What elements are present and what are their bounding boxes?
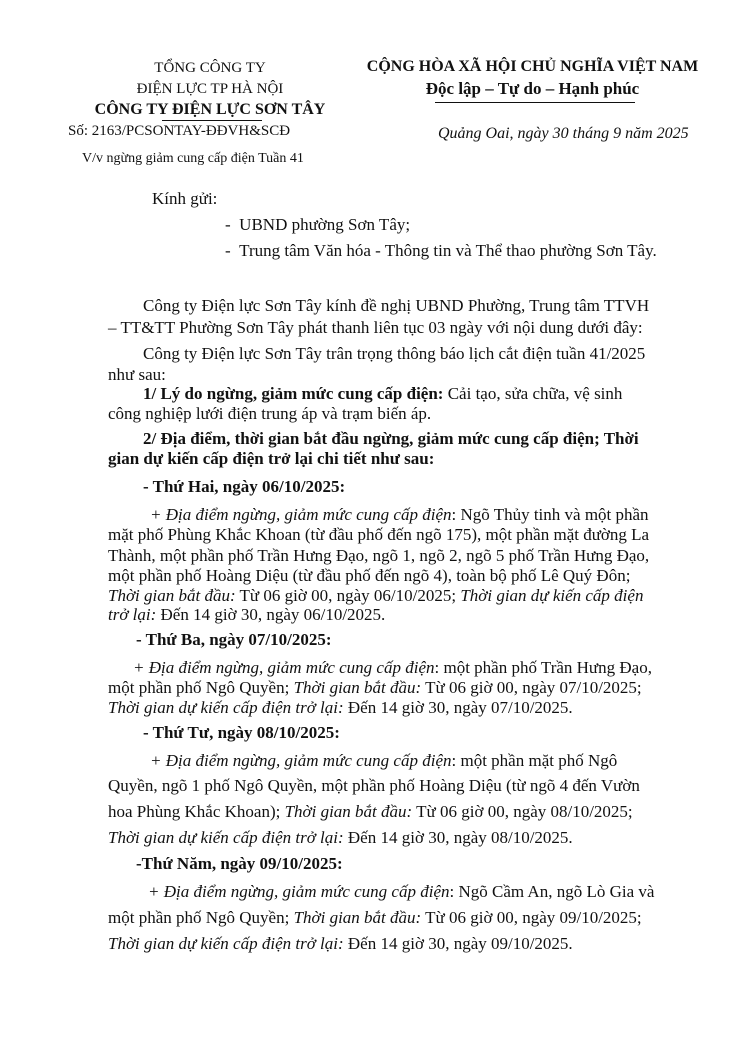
wednesday-loc-label: + Địa điểm ngừng, giảm mức cung cấp điện (150, 751, 452, 770)
thursday-start-label: Thời gian bắt đầu: (293, 908, 422, 927)
wednesday-end-value: Đến 14 giờ 30, ngày 08/10/2025. (343, 828, 573, 847)
thursday-loc-2: một phần phố Ngô Quyền; (108, 908, 294, 927)
intro-p2-line2: như sau: (108, 365, 166, 384)
tuesday-start-label: Thời gian bắt đầu: (293, 678, 422, 697)
wednesday-loc-3: hoa Phùng Khắc Khoan); (108, 802, 285, 821)
monday-line1 (150, 505, 649, 525)
monday-end-value: Đến 14 giờ 30, ngày 06/10/2025. (156, 605, 386, 624)
intro-p1-line2: – TT&TT Phường Sơn Tây phát thanh liên tục 03 ngày với nội dung dưới đây: (108, 318, 643, 337)
reason-text-1: Cải tạo, sửa chữa, vệ sinh (443, 384, 623, 403)
wednesday-line3 (108, 802, 633, 822)
intro-p1-line1: Công ty Điện lực Sơn Tây kính đề nghị UBND Phường, Trung tâm TTVH (143, 296, 650, 315)
intro-p2-line1: Công ty Điện lực Sơn Tây trân trọng thông báo lịch cắt điện tuần 41/2025 (143, 344, 646, 363)
monday-line3: Thành, một phần phố Trần Hưng Đạo, ngõ 1, ngõ 2, ngõ 5 phố Trần Hưng Đạo, (108, 546, 650, 565)
wednesday-line4 (108, 828, 573, 848)
reason-line1 (143, 384, 622, 404)
tuesday-line3 (108, 698, 573, 718)
wednesday-start-label: Thời gian bắt đầu: (284, 802, 413, 821)
tuesday-loc-label: + Địa điểm ngừng, giảm mức cung cấp điện (133, 658, 435, 677)
thursday-end-label: Thời gian dự kiến cấp điện trở lại: (108, 934, 344, 953)
wednesday-loc-1: : một phần mặt phố Ngô (451, 751, 618, 770)
org-company: CÔNG TY ĐIỆN LỰC SƠN TÂY (94, 101, 326, 118)
monday-title: - Thứ Hai, ngày 06/10/2025: (143, 477, 346, 496)
monday-loc-label: + Địa điểm ngừng, giảm mức cung cấp điện (150, 505, 452, 524)
tuesday-loc-1: : một phần phố Trần Hưng Đạo, (434, 658, 652, 677)
section2-heading-1: 2/ Địa điểm, thời gian bắt đầu ngừng, giảm mức cung cấp điện; Thời (143, 429, 639, 448)
tuesday-line1 (133, 658, 652, 678)
monday-start-value: Từ 06 giờ 00, ngày 06/10/2025; (235, 586, 461, 605)
thursday-title: Thứ Năm, ngày 09/10/2025: (141, 854, 343, 873)
doc-number: Số: 2163/PCSONTAY-ĐĐVH&SCĐ (68, 123, 291, 139)
nation-title: CỘNG HÒA XÃ HỘI CHỦ NGHĨA VIỆT NAM (366, 58, 699, 75)
reason-line2: công nghiệp lưới điện trung áp và trạm biến áp. (108, 404, 432, 423)
wednesday-start-value: Từ 06 giờ 00, ngày 08/10/2025; (412, 802, 633, 821)
tuesday-line2 (108, 678, 642, 698)
reason-heading: 1/ Lý do ngừng, giảm mức cung cấp điện: (143, 384, 444, 403)
recipient-1-text: UBND phường Sơn Tây; (239, 215, 411, 234)
doc-subject: V/v ngừng giảm cung cấp điện Tuần 41 (82, 151, 304, 166)
org-parent: TỔNG CÔNG TY (154, 60, 266, 76)
thursday-start-value: Từ 06 giờ 00, ngày 09/10/2025; (421, 908, 642, 927)
place-date: Quảng Oai, ngày 30 tháng 9 năm 2025 (438, 125, 689, 142)
wednesday-line1 (150, 751, 617, 771)
thursday-line1 (148, 882, 654, 902)
wednesday-end-label: Thời gian dự kiến cấp điện trở lại: (108, 828, 344, 847)
tuesday-title: - Thứ Ba, ngày 07/10/2025: (136, 630, 332, 649)
tuesday-loc-2: một phần phố Ngô Quyền; (108, 678, 294, 697)
monday-end-label-b: trở lại: (108, 605, 157, 624)
thursday-title-line (136, 854, 343, 874)
monday-line5 (108, 586, 643, 606)
recipient-1: - UBND phường Sơn Tây; (225, 215, 411, 234)
thursday-loc-1: : Ngõ Cầm An, ngõ Lò Gia và (449, 882, 655, 901)
tuesday-start-value: Từ 06 giờ 00, ngày 07/10/2025; (421, 678, 642, 697)
recipient-2-text: Trung tâm Văn hóa - Thông tin và Thể thao phường Sơn Tây. (239, 241, 657, 260)
wednesday-title: - Thứ Tư, ngày 08/10/2025: (143, 723, 340, 742)
monday-end-label-a: Thời gian dự kiến cấp điện (460, 586, 644, 605)
thursday-line3 (108, 934, 573, 954)
monday-line4: một phần phố Hoàng Diệu (từ đầu phố đến ngõ 4), toàn bộ phố Lê Quý Đôn; (108, 566, 631, 585)
wednesday-line2: Quyền, ngõ 1 phố Ngô Quyền, một phần phố Hoàng Diệu (từ ngõ 4 đến Vườn (108, 776, 640, 795)
tuesday-end-value: Đến 14 giờ 30, ngày 07/10/2025. (343, 698, 573, 717)
motto-underline (435, 102, 635, 103)
nation-motto: Độc lập – Tự do – Hạnh phúc (425, 79, 640, 98)
thursday-line2 (108, 908, 642, 928)
recipients-label: Kính gửi: (152, 189, 218, 208)
org-underline (162, 120, 262, 121)
section2-heading-2: gian dự kiến cấp điện trở lại chi tiết như sau: (108, 449, 435, 468)
thursday-title-dash: - (136, 854, 142, 873)
recipient-2: - Trung tâm Văn hóa - Thông tin và Thể thao phường Sơn Tây. (225, 241, 657, 260)
thursday-end-value: Đến 14 giờ 30, ngày 09/10/2025. (343, 934, 573, 953)
monday-line2: mặt phố Phùng Khắc Khoan (từ đầu phố đến ngõ 175), một phần mặt đường La (108, 525, 650, 544)
monday-line6 (108, 605, 385, 625)
thursday-loc-label: + Địa điểm ngừng, giảm mức cung cấp điện (148, 882, 450, 901)
monday-start-label: Thời gian bắt đầu: (108, 586, 236, 605)
org-city: ĐIỆN LỰC TP HÀ NỘI (136, 81, 284, 97)
monday-loc-1: : Ngõ Thủy tinh và một phần (451, 505, 649, 524)
tuesday-end-label: Thời gian dự kiến cấp điện trở lại: (108, 698, 344, 717)
